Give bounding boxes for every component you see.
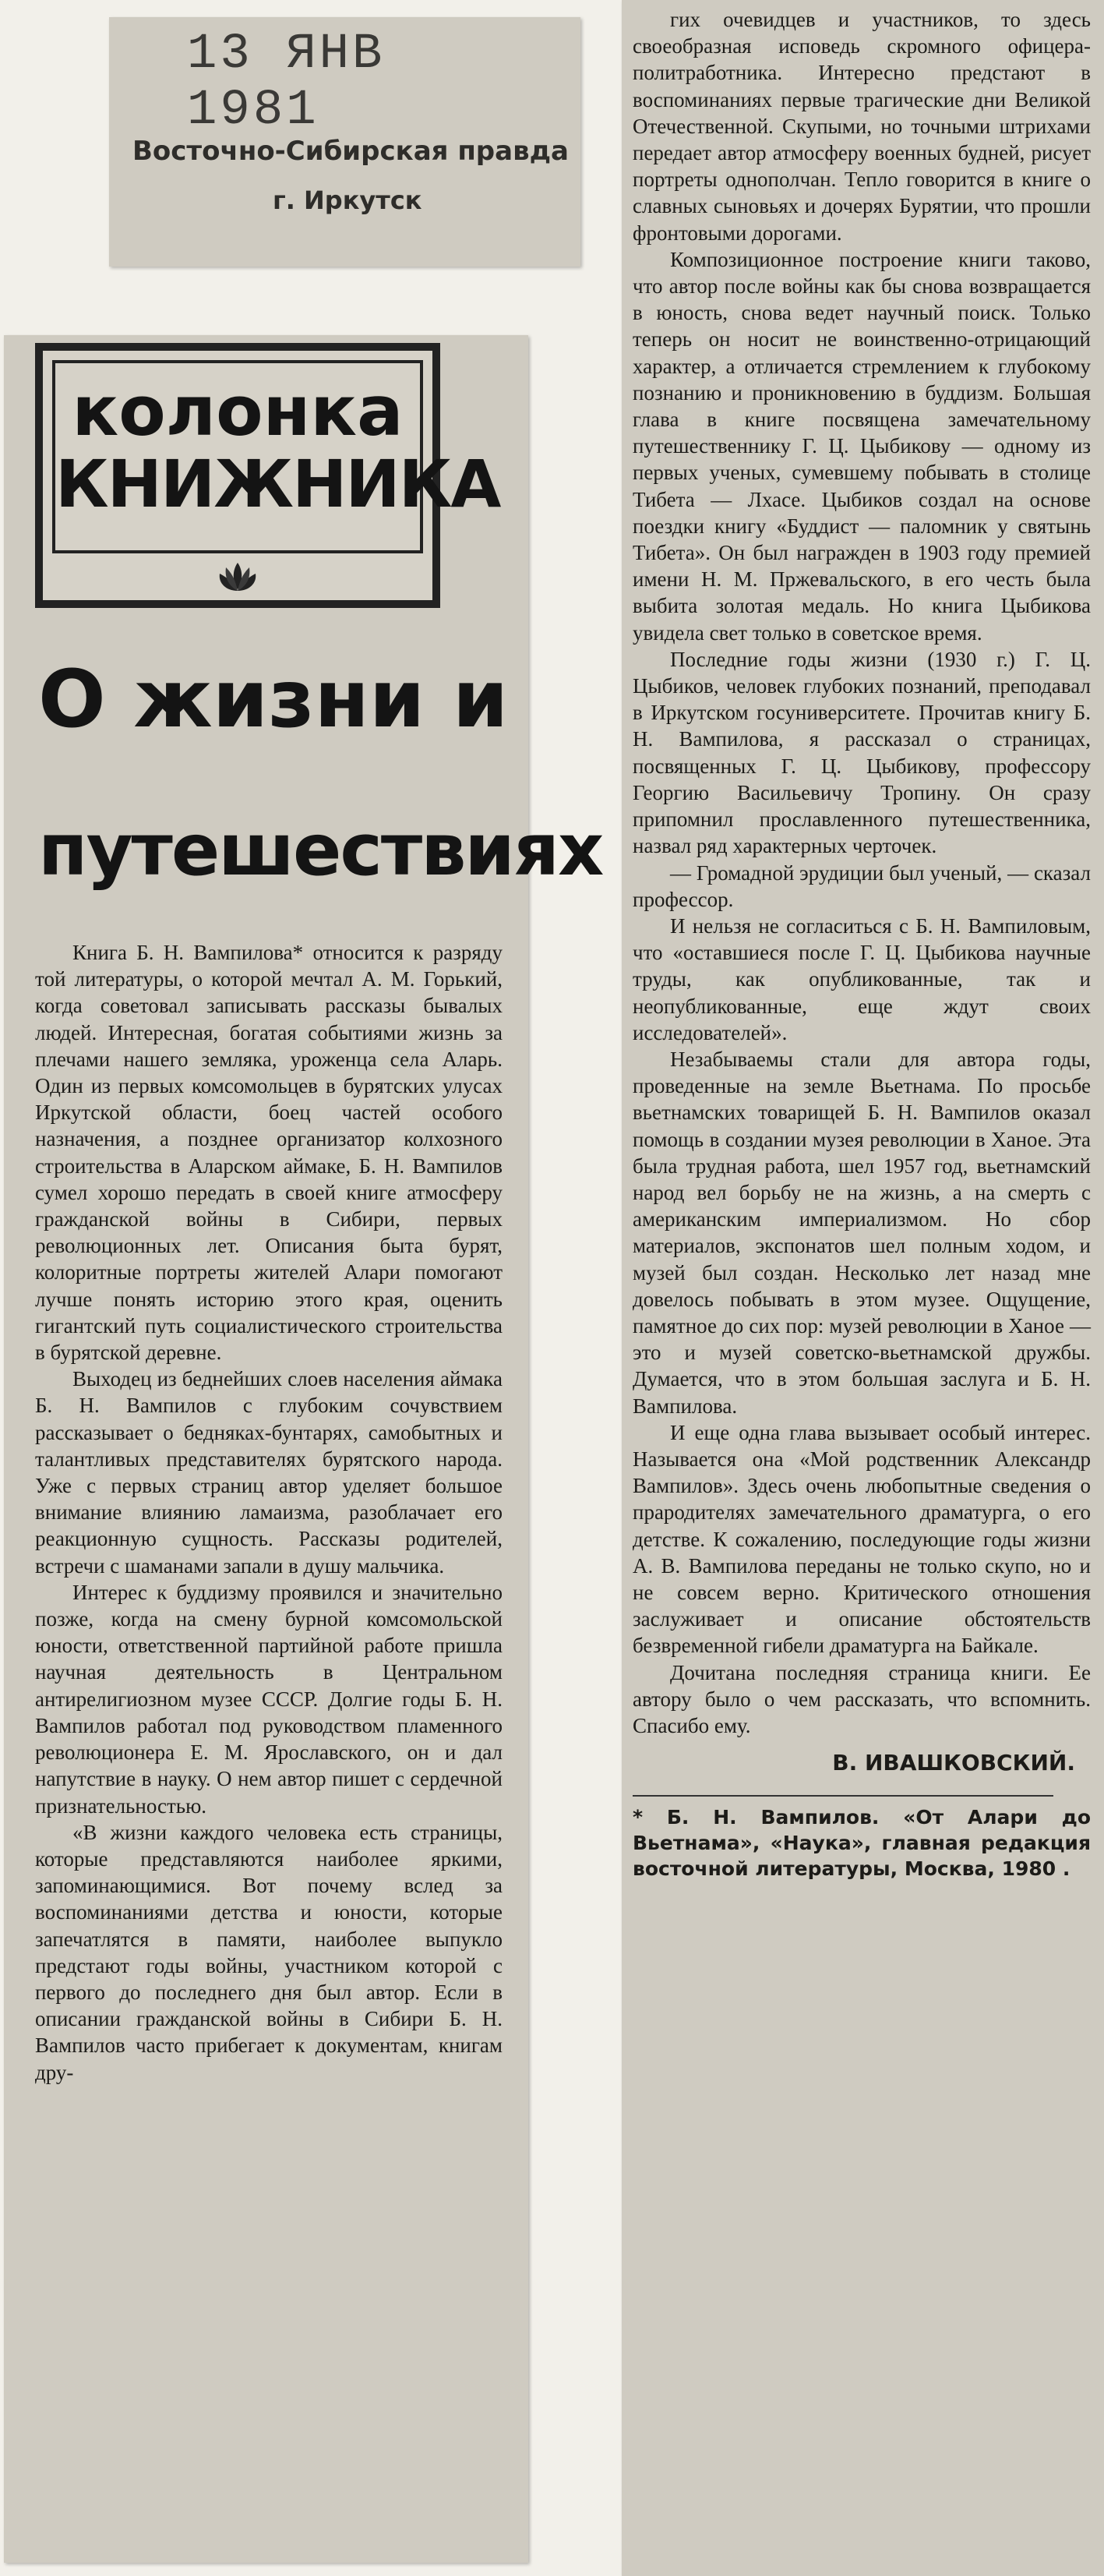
author-signature: В. ИВАШКОВСКИЙ. [832,1750,1075,1776]
archive-stamp [109,17,580,267]
paragraph: — Громадной эрудиции был ученый, — сказал профессор. [633,860,1091,911]
article-left-column [35,939,503,2086]
footnote: * Б. Н. Вампилов. «От Алари до Вьетнама», «Наука», главная редакция восточной литературы, Москва, 1980 . [633,1806,1091,1881]
book-ornament-icon [210,560,265,594]
article-title-line-1: О жизни и [38,653,509,746]
paragraph: Выходец из беднейших слоев населения аймака Б. Н. Вампилов с глубоким сочувствием рассказывает о бедняках-бунтарях, самобытных и талантливых представителях бурятского народа. Уже с первых страниц автор уделяет большое внимание влиянию ламаизма, разоблачает его реакционную сущность. Рассказы родителей, встречи с шаманами запали в душу мальчика. [35,1367,503,1578]
rubric-logo [35,343,500,608]
footnote-divider [633,1795,1053,1797]
paragraph: Книга Б. Н. Вампилова* относится к разряду той литературы, о которой мечтал А. М. Горький, когда советовал записывать рассказы бывалых людей. Интересная, богатая событиями жизнь за плечами нашего земляка, уроженца села Аларь. Один из первых комсомольцев в бурятских улусах Иркутской области, боец частей особого назначения, а позднее организатор колхозного строительства в Аларском аймаке, Б. Н. Вампилов сумел хорошо передать в своей книге атмосферу гражданской войны в Сибири, первых революционных лет. Описания быта бурят, колоритные портреты жителей Алари помогают лучше понять историю этого края, оценить гигантский путь социалистического строительства в бурятской деревне. [35,941,503,1365]
stamp-date: 13 ЯНВ 1981 [187,27,386,139]
right-clipping [622,0,1104,2576]
article-title-line-2: путешествиях [38,808,603,892]
stamp-newspaper-name: Восточно-Сибирская правда [132,136,570,167]
left-clipping [4,335,603,2563]
paragraph: Дочитана последняя страница книги. Ее автору было о чем рассказать, что вспомнить. Спасибо ему. [633,1660,1091,1737]
stamp-city: г. Иркутск [273,186,422,215]
paragraph: Интерес к буддизму проявился и значительно позже, когда на смену бурной комсомольской юности, ответственной партийной работе пришла научная деятельность в Центральном антирелигиозном музее СССР. Долгие годы Б. Н. Вампилов работал под руководством пламенного революционера Е. М. Ярославского, он и дал напутствие в науку. О нем автор пишет с сердечной признательностью. [35,1580,503,1818]
paragraph: Незабываемы стали для автора годы, проведенные на земле Вьетнама. По просьбе вьетнамских товарищей Б. Н. Вампилов оказал помощь в создании музея революции в Ханое. Эта была трудная работа, шел 1957 год, вьетнамский народ вел борьбу не на жизнь, а на смерть с американским империализмом. Но сбор материалов, экспонатов шел полным ходом, и музей был создан. Несколько лет назад мне довелось побывать в этом музее. Ощущение, памятное до сих пор: музей революции в Ханое — это и музей советско-вьетнамской дружбы. Думается, что в этом большая заслуга и Б. Н. Вампилова. [633,1047,1091,1418]
rubric-frame [52,360,500,553]
paragraph: Последние годы жизни (1930 г.) Г. Ц. Цыбиков, человек глубоких познаний, преподавал в Иркутском госуниверситете. Прочитав книгу Б. Н. Вампилова, я рассказал о страницах, посвященных Г. Ц. Цыбикову, профессору Георгию Васильевичу Тропину. Он сразу припомнил прославленного путешественника, назвал ряд характерных черточек. [633,647,1091,858]
paragraph: «В жизни каждого человека есть страницы, которые представляются наиболее яркими, запоминающимися. Вот почему вслед за воспоминаниями детства и юности, которые запечатлятся в памяти, наиболее выпукло предстают годы войны, участником которой с первого до последнего дня был автор. Если в описании гражданской войны в Сибири Б. Н. Вампилов часто прибегает к документам, книгам дру- [35,1820,503,2084]
article-right-column [633,6,1091,1882]
rubric-line-1: колонка [72,371,404,451]
paragraph: И еще одна глава вызывает особый интерес. Называется она «Мой родственник Александр Вампилов». Здесь очень любопытные сведения о прародителях замечательного драматурга, о его детстве. К сожалению, последующие годы жизни А. В. Вампилова переданы не только скупо, но и не совсем верно. Критического отношения заслуживает и описание обстоятельств безвременной гибели драматурга на Байкале. [633,1420,1091,1658]
paragraph: Композиционное построение книги таково, что автор после войны как бы снова возвращается в юность, снова ведет научный поиск. Только теперь он носит не воинственно-отрицающий характер, а отличается стремлением к глубокому познанию и проникновению в буддизм. Большая глава в книге посвящена замечательному путешественнику Г. Ц. Цыбикову — одному из первых ученых, сумевшему побывать в столице Тибета — Лхасе. Цыбиков создал на основе поездки книгу «Буддист — паломник у святынь Тибета». Он был награжден в 1903 году премией имени Н. М. Пржевальского, в его честь была выбита золотая медаль. Но книга Цыбикова увидела свет только в советское время. [633,247,1091,645]
paragraph: И нельзя не согласиться с Б. Н. Вампиловым, что «оставшиеся после Г. Ц. Цыбикова научные труды, как опубликованные, так и неопубликованные, еще ждут своих исследователей». [633,913,1091,1044]
paragraph: гих очевидцев и участников, то здесь своеобразная исповедь скромного офицера-политработника. Интересно предстают в воспоминаниях первые трагические дни Великой Отечественной. Скупыми, но точными штрихами передает автор атмосферу военных будней, рисует портреты однополчан. Тепло говорится в книге о славных сыновьях и дочерях Бурятии, что прошли фронтовыми дорогами. [633,8,1091,245]
rubric-line-2: КНИЖНИКА [55,446,500,522]
